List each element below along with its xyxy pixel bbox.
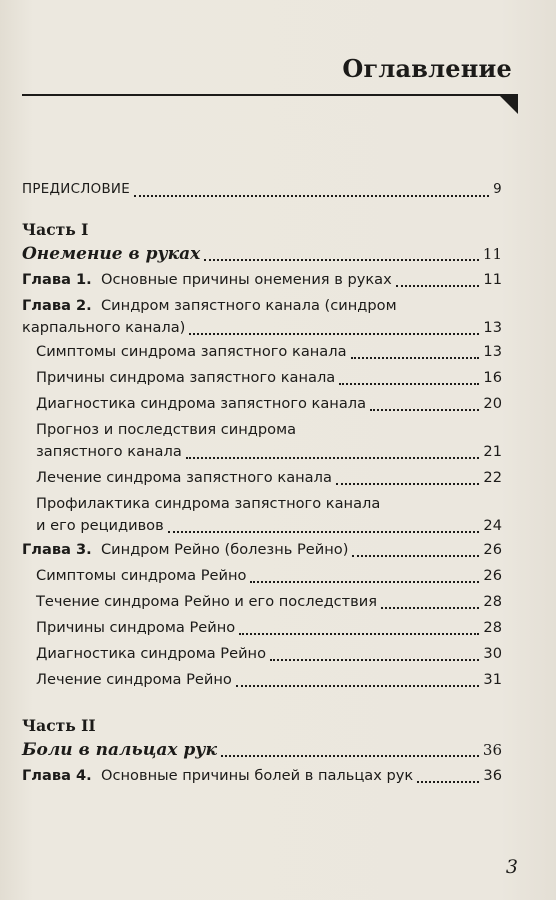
chapter-title: Синдром Рейно (болезнь Рейно) — [100, 541, 349, 558]
toc-entry-page: 21 — [483, 443, 502, 460]
leader-dots — [186, 457, 480, 459]
leader-dots — [221, 755, 479, 757]
toc-entry-part2[interactable] — [22, 738, 502, 762]
section-title-line1: Профилактика синдрома запястного канала — [36, 495, 381, 512]
chapter-title-line1: Синдром запястного канала (синдром — [100, 297, 397, 314]
section-title: Течение синдрома Рейно и его последствия — [36, 593, 378, 610]
toc-entry-chapter-1[interactable] — [22, 268, 502, 292]
toc-entry-section[interactable] — [22, 492, 502, 538]
toc-entry-page: 9 — [493, 182, 502, 197]
page-header — [22, 50, 518, 98]
toc-entry-section[interactable] — [22, 668, 502, 692]
leader-dots — [250, 581, 479, 583]
leader-dots — [236, 685, 480, 687]
section-title: Лечение синдрома запястного канала — [36, 469, 332, 486]
chapter-number: Глава 1. — [22, 271, 92, 288]
toc-entry-chapter-2[interactable] — [22, 294, 502, 340]
page-title: Оглавление — [342, 54, 512, 83]
chapter-title: Основные причины онемения в руках — [100, 271, 392, 288]
part-title: Боли в пальцах рук — [22, 740, 217, 760]
toc-entry-page: 11 — [482, 245, 502, 263]
section-title-line2: и его рецидивов — [36, 517, 164, 534]
toc-entry-section[interactable] — [22, 642, 502, 666]
toc-entry-section[interactable] — [22, 392, 502, 416]
table-of-contents — [22, 178, 502, 788]
toc-entry-chapter-4[interactable] — [22, 764, 502, 788]
toc-entry-page: 36 — [482, 741, 502, 759]
leader-dots — [351, 357, 480, 359]
toc-entry-part1[interactable] — [22, 242, 502, 266]
toc-entry-page: 13 — [483, 343, 502, 360]
toc-entry-page: 22 — [483, 469, 502, 486]
leader-dots — [370, 409, 479, 411]
leader-dots — [339, 383, 479, 385]
section-title-line2: запястного канала — [36, 443, 182, 460]
toc-entry-page: 36 — [483, 767, 502, 784]
chapter-number: Глава 2. — [22, 297, 92, 314]
leader-dots — [336, 483, 480, 485]
section-title: Диагностика синдрома Рейно — [36, 645, 267, 662]
section-title: Симптомы синдрома запястного канала — [36, 343, 347, 360]
part-label: Часть I — [22, 220, 89, 239]
leader-dots — [134, 195, 489, 197]
chapter-number: Глава 3. — [22, 541, 92, 558]
leader-dots — [168, 531, 480, 533]
toc-entry-page: 28 — [483, 619, 502, 636]
toc-entry-page: 26 — [483, 567, 502, 584]
toc-entry-page: 20 — [483, 395, 502, 412]
toc-entry-page: 16 — [483, 369, 502, 386]
toc-entry-page: 26 — [483, 541, 502, 558]
toc-entry-page: 11 — [483, 271, 502, 288]
toc-entry-page: 31 — [483, 671, 502, 688]
leader-dots — [189, 333, 479, 335]
leader-dots — [239, 633, 479, 635]
toc-entry-page: 24 — [483, 517, 502, 534]
section-title: Диагностика синдрома запястного канала — [36, 395, 367, 412]
section-title: Причины синдрома запястного канала — [36, 369, 336, 386]
leader-dots — [417, 781, 479, 783]
part-label: Часть II — [22, 716, 96, 735]
leader-dots — [204, 259, 479, 261]
section-title: Причины синдрома Рейно — [36, 619, 236, 636]
toc-entry-page: 28 — [483, 593, 502, 610]
toc-entry-page: 30 — [483, 645, 502, 662]
toc-entry-section[interactable] — [22, 564, 502, 588]
toc-entry-chapter-3[interactable] — [22, 538, 502, 562]
leader-dots — [352, 555, 479, 557]
toc-entry-title: ПРЕДИСЛОВИЕ — [22, 182, 131, 197]
section-title-line1: Прогноз и последствия синдрома — [36, 421, 297, 438]
header-corner-mark — [500, 96, 518, 114]
header-rule — [22, 94, 518, 96]
toc-entry-preface[interactable] — [22, 178, 502, 202]
toc-entry-section[interactable] — [22, 340, 502, 364]
toc-entry-section[interactable] — [22, 590, 502, 614]
chapter-title-line2: карпального канала) — [22, 319, 186, 336]
part-title: Онемение в руках — [22, 244, 201, 264]
section-title: Симптомы синдрома Рейно — [36, 567, 247, 584]
section-title: Лечение синдрома Рейно — [36, 671, 232, 688]
toc-entry-section[interactable] — [22, 616, 502, 640]
leader-dots — [396, 285, 480, 287]
page-number: 3 — [505, 856, 518, 878]
toc-entry-section[interactable] — [22, 366, 502, 390]
toc-entry-page: 13 — [483, 319, 502, 336]
toc-entry-section[interactable] — [22, 466, 502, 490]
chapter-number: Глава 4. — [22, 767, 92, 784]
leader-dots — [270, 659, 479, 661]
toc-entry-section[interactable] — [22, 418, 502, 464]
chapter-title: Основные причины болей в пальцах рук — [100, 767, 414, 784]
leader-dots — [381, 607, 479, 609]
